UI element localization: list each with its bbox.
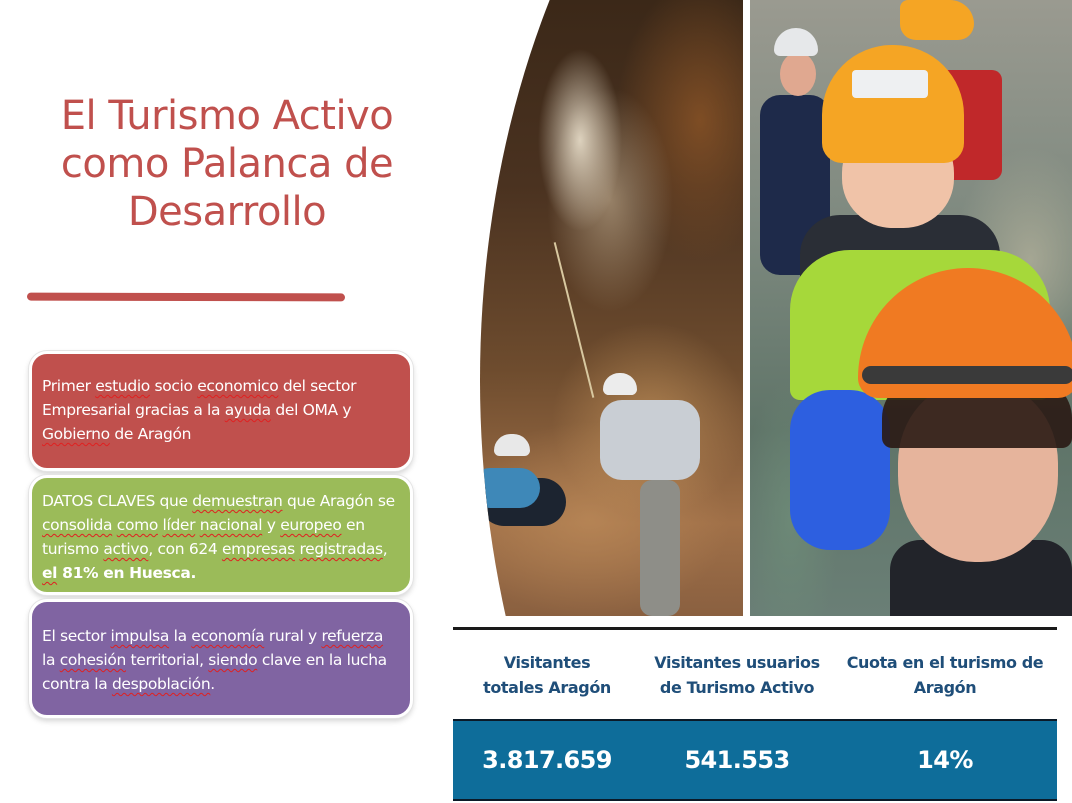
adult-legs-shape	[640, 480, 680, 616]
spellcheck-word: como	[116, 516, 158, 534]
spellcheck-word: cohesión	[59, 651, 126, 669]
photo-divider	[743, 0, 750, 616]
child-shirt-shape	[470, 468, 540, 508]
text-segment: El sector	[42, 627, 111, 645]
title-line-3: Desarrollo	[127, 189, 327, 235]
text-segment: rural y	[264, 627, 322, 645]
table-row	[453, 719, 1057, 801]
yellow-helmet-shape	[900, 0, 974, 40]
value-total-visitors: 3.817.659	[482, 746, 612, 774]
text-segment: socio	[149, 377, 198, 395]
spellcheck-word: registradas	[299, 540, 383, 558]
table-header-row	[453, 630, 1057, 719]
text-segment: clave en la lucha contra la	[42, 651, 387, 693]
white-helmet-shape	[494, 434, 530, 456]
value-tourism-share: 14%	[917, 746, 973, 774]
spellcheck-word: economía	[191, 627, 265, 645]
text-segment: ,	[382, 540, 388, 558]
text-segment: de Aragón	[109, 425, 192, 443]
info-box-key-data	[29, 475, 413, 595]
spellcheck-word: despoblación	[111, 675, 211, 693]
text-segment: del sector Empresarial gracias a la	[42, 377, 357, 419]
text-segment: en turismo	[42, 516, 365, 558]
helmet-label	[852, 70, 928, 98]
spellcheck-word: impulsa	[110, 627, 170, 645]
photo-collage	[440, 0, 1072, 616]
header-active-tourism-visitors: Visitantes usuarios de Turismo Activo	[654, 652, 820, 697]
header-tourism-share: Cuota en el turismo de Aragón	[846, 652, 1044, 697]
adult-face-shape	[780, 52, 816, 96]
info-box-study	[29, 351, 413, 471]
text-segment: que Aragón se	[282, 492, 395, 510]
title-line-1: El Turismo Activo	[60, 93, 394, 139]
spellcheck-word: líder	[162, 516, 196, 534]
spellcheck-word: refuerza	[321, 627, 384, 645]
title-line-2: como Palanca de	[60, 141, 394, 187]
spellcheck-word: siendo	[208, 651, 258, 669]
spellcheck-word: economico	[197, 377, 279, 395]
rope-shape	[554, 242, 595, 398]
text-segment: , con 624	[148, 540, 222, 558]
text-segment: DATOS CLAVES que	[42, 492, 193, 510]
white-helmet-shape	[603, 373, 637, 395]
slide-title	[28, 92, 426, 236]
helmet-rim-shape	[862, 366, 1072, 384]
blue-arm-shape	[790, 390, 890, 550]
spellcheck-word: estudio	[95, 377, 150, 395]
text-segment: .	[210, 675, 215, 693]
text-segment: la	[42, 651, 60, 669]
text-segment: la	[169, 627, 192, 645]
adult-shirt-shape	[600, 400, 700, 480]
spellcheck-word: europeo	[280, 516, 342, 534]
info-box-rural-economy	[29, 599, 413, 718]
cave-climbing-photo	[440, 0, 743, 616]
value-active-tourism-visitors: 541.553	[684, 746, 790, 774]
title-underline-brushstroke	[27, 293, 345, 302]
spellcheck-word: empresas	[221, 540, 295, 558]
yellow-helmet-shape	[822, 45, 964, 163]
spellcheck-word: consolida	[42, 516, 113, 534]
spellcheck-word: demuestran	[192, 492, 283, 510]
spellcheck-word: Gobierno	[42, 425, 110, 443]
text-segment: del OMA y	[270, 401, 352, 419]
text-segment: territorial,	[125, 651, 209, 669]
bold-text: 81% en Huesca.	[57, 564, 197, 582]
spellcheck-word: el	[42, 564, 58, 582]
stats-table	[453, 627, 1057, 801]
spellcheck-word: activo	[103, 540, 149, 558]
text-segment: y	[262, 516, 281, 534]
spellcheck-word: nacional	[199, 516, 263, 534]
white-helmet-shape	[774, 28, 818, 56]
text-segment: Primer	[42, 377, 96, 395]
spellcheck-word: ayuda	[224, 401, 271, 419]
canyoning-kids-photo	[750, 0, 1072, 616]
header-total-visitors: Visitantes totales Aragón	[483, 652, 611, 697]
